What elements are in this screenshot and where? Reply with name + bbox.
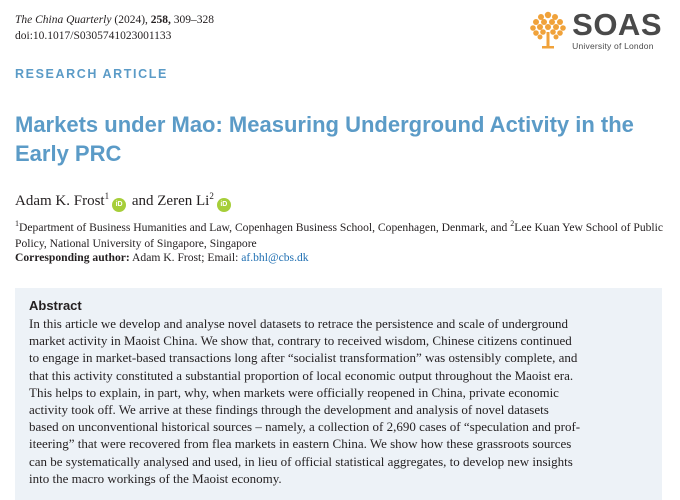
affiliation-marker: 1 — [15, 219, 19, 228]
affiliation-marker: 2 — [510, 219, 515, 228]
abstract-line: into the macro workings of the Maoist economy. — [29, 470, 282, 486]
abstract-text — [29, 315, 654, 487]
affiliation-text: Lee Kuan Yew School of Public Policy, National University of Singapore, Singapore — [15, 220, 664, 250]
author-affiliation-marker: 1 — [104, 191, 110, 201]
logo-wordmark: SOAS — [572, 7, 662, 42]
journal-year: (2024), — [114, 14, 148, 26]
authors-joiner: and — [131, 193, 154, 209]
orcid-icon[interactable]: iD — [112, 198, 126, 212]
author-list — [15, 186, 233, 212]
affiliations — [15, 216, 667, 252]
author-name[interactable]: Adam K. Frost — [15, 193, 105, 209]
abstract-line: to engage in market-based transactions long after “socialist transformation” was ostensibly complete, and — [29, 350, 578, 366]
abstract-heading: Abstract — [29, 298, 82, 313]
affiliation-text: Department of Business Humanities and Law, Copenhagen Business School, Copenhagen, Denmark, and — [19, 220, 511, 234]
email-link[interactable]: af.bhl@cbs.dk — [241, 251, 309, 264]
journal-reference — [15, 12, 214, 44]
tree-icon — [528, 10, 568, 50]
abstract-line: based on unconventional historical sources – namely, a collection of 2,690 cases of “speculation and prof- — [29, 419, 581, 435]
author-name[interactable]: Zeren Li — [157, 193, 210, 209]
article-type: RESEARCH ARTICLE — [15, 67, 168, 81]
abstract-line: In this article we develop and analyse novel datasets to retrace the persistence and scale of underground — [29, 316, 569, 331]
abstract-line: market activity in Maoist China. We show that, contrary to received wisdom, Chinese citizens continued — [29, 333, 572, 349]
journal-name: The China Quarterly — [15, 14, 112, 26]
doi[interactable]: doi:10.1017/S0305741023001133 — [15, 30, 172, 42]
corresponding-text: Adam K. Frost; Email: — [129, 251, 242, 264]
article-title: Markets under Mao: Measuring Underground Activity in the Early PRC — [15, 112, 634, 166]
journal-volume: 258, — [150, 14, 171, 26]
abstract-line: can be systematically analysed and used, in lieu of official statistical aggregates, to develop new insights — [29, 453, 573, 469]
corresponding-label: Corresponding author: — [15, 251, 130, 264]
abstract-line: iteering” that were recovered from flea markets in eastern China. We show how these grassroots sources — [29, 436, 572, 452]
corresponding-author — [15, 250, 309, 266]
abstract-line: This helps to explain, in part, why, when markets were officially reopened in China, private economic — [29, 384, 559, 400]
author-affiliation-marker: 2 — [209, 191, 214, 201]
orcid-icon[interactable]: iD — [217, 198, 231, 212]
abstract-box — [15, 288, 662, 500]
abstract-line: activity took off. We arrive at these findings through the development and analysis of novel datasets — [29, 402, 549, 418]
logo-subtitle: University of London — [572, 41, 654, 51]
soas-logo — [528, 7, 662, 51]
abstract-line: that this activity constituted a substantial proportion of local economic output throughout the Maoist era. — [29, 367, 574, 383]
journal-pages: 309–328 — [173, 14, 215, 26]
